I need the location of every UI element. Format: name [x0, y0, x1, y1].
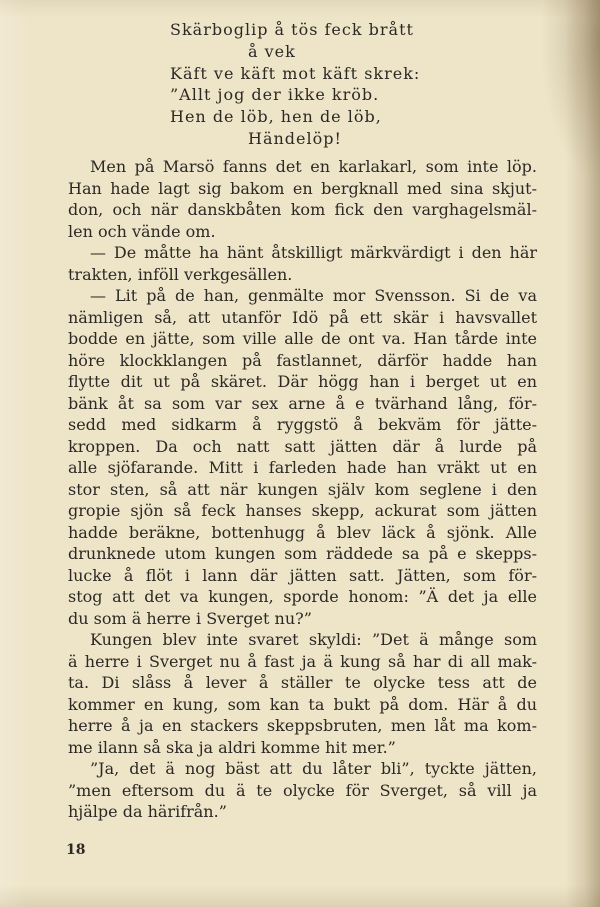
text-line: kommer en kung, som kan ta bukt på dom. Här å du — [68, 694, 537, 714]
text-line: ”Ja, det ä nog bäst att du låter bli”, tyckte jätten, — [90, 759, 537, 778]
text-line: don, och när danskbåten kom fick den varghagelsmäl- — [68, 200, 537, 219]
text-line: Men på Marsö fanns det en karlakarl, som inte löp. — [90, 157, 537, 176]
text-line: flytte dit ut på skäret. Där högg han i berget ut en — [68, 372, 537, 391]
paragraph — [68, 629, 537, 758]
text-line: stog att det va kungen, sporde honom: ”Ä det ja elle — [68, 587, 537, 606]
page-number: 18 — [66, 842, 86, 858]
text-line: sedd med sidkarm å ryggstö å bekväm för jätte- — [68, 415, 537, 434]
paragraph — [68, 758, 537, 823]
text-line: — Lit på de han, genmälte mor Svensson. Si de va — [90, 286, 537, 305]
text-line: kroppen. Da och natt satt jätten där å lurde på — [68, 436, 537, 456]
text-line: Han hade lagt sig bakom en bergknall med sina skjut- — [68, 178, 537, 198]
paragraph — [68, 285, 537, 629]
body-text — [68, 156, 537, 823]
text-line: höre klockklangen på fastlannet, därför hadde han — [68, 350, 537, 370]
paragraph — [68, 156, 537, 242]
verse-line: ”Allt jog der ikke kröb. — [170, 85, 380, 105]
text-line: nämligen så, att utanför Idö på ett skär i havsvallet — [68, 307, 537, 327]
text-line: ”men eftersom du ä te olycke för Sverget, så vill ja — [68, 780, 537, 800]
text-line: drunknede utom kungen som räddede sa på e skepps- — [68, 544, 537, 563]
verse-line: å vek — [248, 41, 296, 61]
text-line: me ilann så ska ja aldri komme hit mer.” — [68, 737, 396, 757]
text-line: bodde en jätte, som ville alle de ont va. Han tårde inte — [68, 329, 537, 348]
paragraph — [68, 242, 537, 285]
text-line: stor sten, så att när kungen själv kom seglene i den — [68, 479, 537, 499]
text-line: herre å ja en stackers skeppsbruten, men låt ma kom- — [68, 716, 537, 735]
verse-line: Skärboglip å tös feck brått — [170, 20, 414, 39]
text-line: trakten, inföll verkgesällen. — [68, 264, 293, 284]
text-line: lucke å flöt i lann där jätten satt. Jätten, som för- — [68, 565, 537, 585]
text-line: len och vände om. — [68, 221, 216, 241]
text-line: ä herre i Sverget nu å fast ja ä kung så har di all mak- — [68, 651, 537, 671]
text-line: bänk åt sa som var sex arne å e tvärhand lång, för- — [68, 393, 537, 413]
verse-line: Käft ve käft mot käft skrek: — [170, 63, 421, 83]
text-line: ta. Di slåss å lever å ställer te olycke tess att de — [68, 673, 537, 692]
verse-stanza — [170, 19, 490, 150]
text-line: hjälpe da härifrån.” — [68, 802, 227, 821]
text-line: Kungen blev inte svaret skyldi: ”Det ä månge som — [90, 630, 537, 649]
text-line: — De måtte ha hänt åtskilligt märkvärdigt i den här — [90, 243, 537, 262]
text-line: du som ä herre i Sverget nu?” — [68, 608, 312, 628]
verse-line: Händelöp! — [248, 128, 342, 148]
text-line: alle sjöfarande. Mitt i farleden hade han vräkt ut en — [68, 458, 537, 477]
text-line: gropie sjön så feck hanses skepp, ackurat som jätten — [68, 501, 537, 520]
text-line: hadde beräkne, bottenhugg å blev läck å sjönk. Alle — [68, 522, 537, 542]
verse-line: Hen de löb, hen de löb, — [170, 107, 382, 127]
